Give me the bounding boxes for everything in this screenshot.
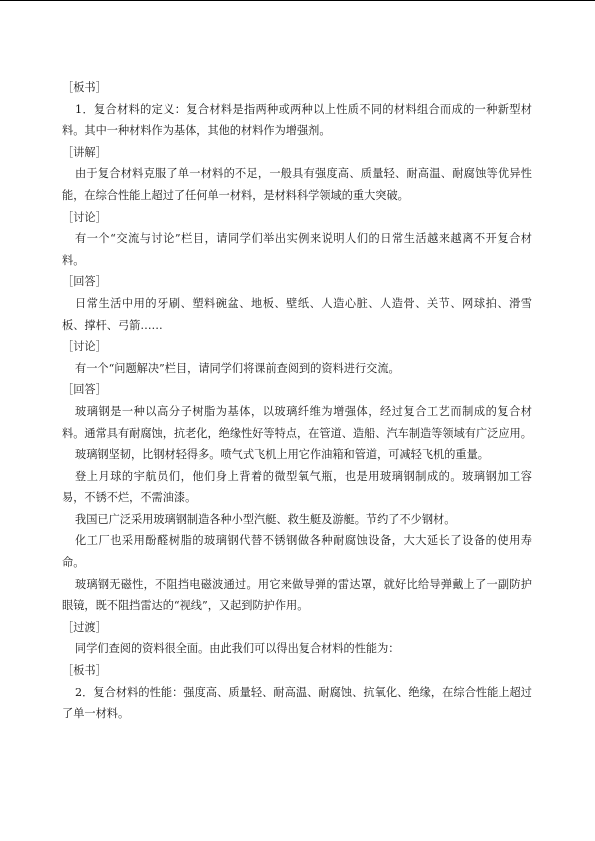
body-paragraph: 日常生活中用的牙刷、塑料碗盆、地板、壁纸、人造心脏、人造骨、关节、网球拍、滑雪板、撑杆、弓箭…… — [62, 296, 532, 332]
body-paragraph: 同学们查阅的资料很全面。由此我们可以得出复合材料的性能为： — [75, 642, 400, 656]
section-label: ［讨论］ — [62, 210, 107, 224]
section-label: ［板书］ — [62, 81, 107, 94]
section-label: ［回答］ — [62, 275, 107, 289]
section-label: ［过渡］ — [62, 620, 107, 634]
body-paragraph: 1．复合材料的定义：复合材料是指两种或两种以上性质不同的材料组合而成的一种新型材料。其中一种材料作为基体，其他的材料作为增强剂。 — [62, 102, 532, 138]
page-top-rule — [0, 0, 595, 1]
body-paragraph: 由于复合材料克服了单一材料的不足，一般具有强度高、质量轻、耐高温、耐腐蚀等优异性能，在综合性能上超过了任何单一材料，是材料科学领域的重大突破。 — [62, 167, 532, 202]
body-paragraph: 有一个“交流与讨论”栏目，请同学们举出实例来说明人们的日常生活越来越离不开复合材料。 — [62, 232, 532, 267]
body-paragraph: 玻璃钢是一种以高分子树脂为基体，以玻璃纤维为增强体，经过复合工艺而制成的复合材料。通常具有耐腐蚀，抗老化，绝缘性好等特点，在管道、造船、汽车制造等领域有广泛应用。 — [62, 404, 532, 440]
document-body — [62, 77, 532, 725]
body-paragraph: 玻璃钢坚韧，比钢材轻得多。喷气式飞机上用它作油箱和管道，可减轻飞机的重量。 — [75, 448, 489, 462]
section-label: ［讲解］ — [62, 145, 107, 159]
section-label: ［讨论］ — [62, 340, 107, 354]
body-paragraph: 有一个“问题解决”栏目，请同学们将课前查阅到的资料进行交流。 — [75, 361, 400, 375]
body-paragraph: 我国已广泛采用玻璃钢制造各种小型汽艇、救生艇及游艇。节约了不少钢材。 — [75, 512, 456, 526]
body-paragraph: 登上月球的宇航员们，他们身上背着的微型氧气瓶，也是用玻璃钢制成的。玻璃钢加工容易，不锈不烂，不需油漆。 — [62, 469, 532, 505]
section-label: ［板书］ — [62, 664, 107, 678]
body-paragraph: 化工厂也采用酚醛树脂的玻璃钢代替不锈钢做各种耐腐蚀设备，大大延长了设备的使用寿命。 — [62, 534, 532, 570]
body-paragraph: 玻璃钢无磁性，不阻挡电磁波通过。用它来做导弹的雷达罩，就好比给导弹戴上了一副防护眼镜，既不阻挡雷达的“视线”，又起到防护作用。 — [62, 577, 532, 613]
body-paragraph: 2．复合材料的性能：强度高、质量轻、耐高温、耐腐蚀、抗氧化、绝缘，在综合性能上超过了单一材料。 — [62, 685, 532, 721]
section-label: ［回答］ — [62, 383, 107, 397]
